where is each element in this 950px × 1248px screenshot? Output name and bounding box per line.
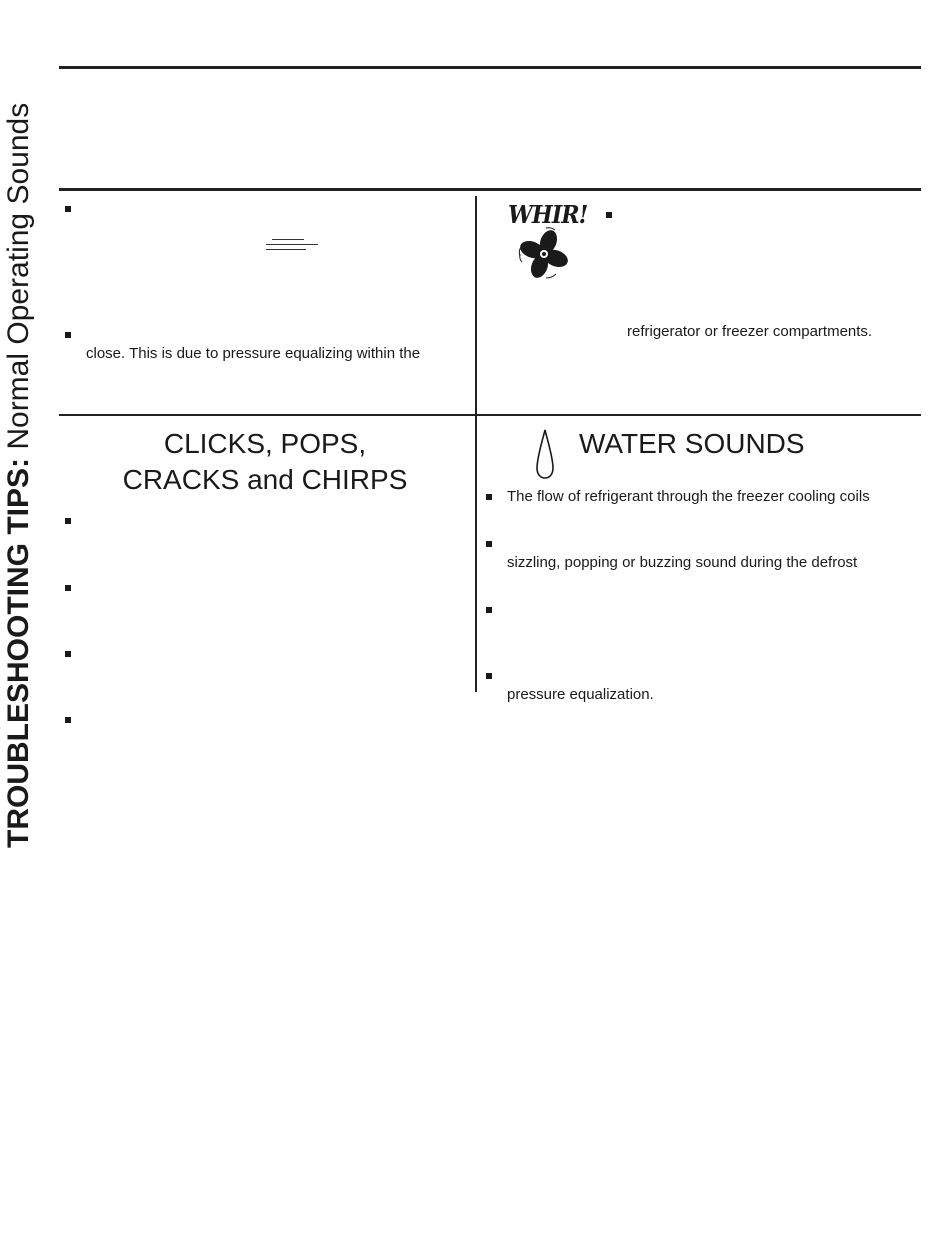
page-side-title [2,18,36,848]
water-text-line2: sizzling, popping or buzzing sound during the defrost [507,554,858,571]
bullet-bl-4 [65,717,71,723]
whir-sound-word: WHIR! [508,200,588,229]
bullet-br-4 [486,673,492,679]
bullet-bl-3 [65,651,71,657]
bullet-tr-1 [606,212,612,218]
column-divider-top [475,196,477,414]
column-divider-bottom [475,416,477,692]
water-sounds-heading: WATER SOUNDS [579,428,805,459]
water-drop-icon [534,428,556,480]
bullet-bl-1 [65,518,71,524]
bullet-br-2 [486,541,492,547]
small-lines-graphic [266,239,318,253]
bullet-bl-2 [65,585,71,591]
top-left-text-line: close. This is due to pressure equalizing within the [86,345,421,362]
bullet-tl-1 [65,206,71,212]
fan-icon [516,226,574,282]
side-title-normal: Normal Operating Sounds [2,102,35,450]
clicks-heading-line2: CRACKS and CHIRPS [122,464,408,495]
bullet-br-1 [486,494,492,500]
bullet-tl-2 [65,332,71,338]
bullet-br-3 [486,607,492,613]
clicks-heading-line1: CLICKS, POPS, [163,428,367,459]
water-text-line1: The flow of refrigerant through the freezer cooling coils [507,488,870,505]
top-rule [59,66,921,69]
section-rule [59,188,921,191]
side-title-bold: TROUBLESHOOTING TIPS: [2,458,35,848]
water-text-line3: pressure equalization. [507,686,654,703]
middle-rule [59,414,921,416]
top-right-text-line: refrigerator or freezer compartments. [627,323,873,340]
